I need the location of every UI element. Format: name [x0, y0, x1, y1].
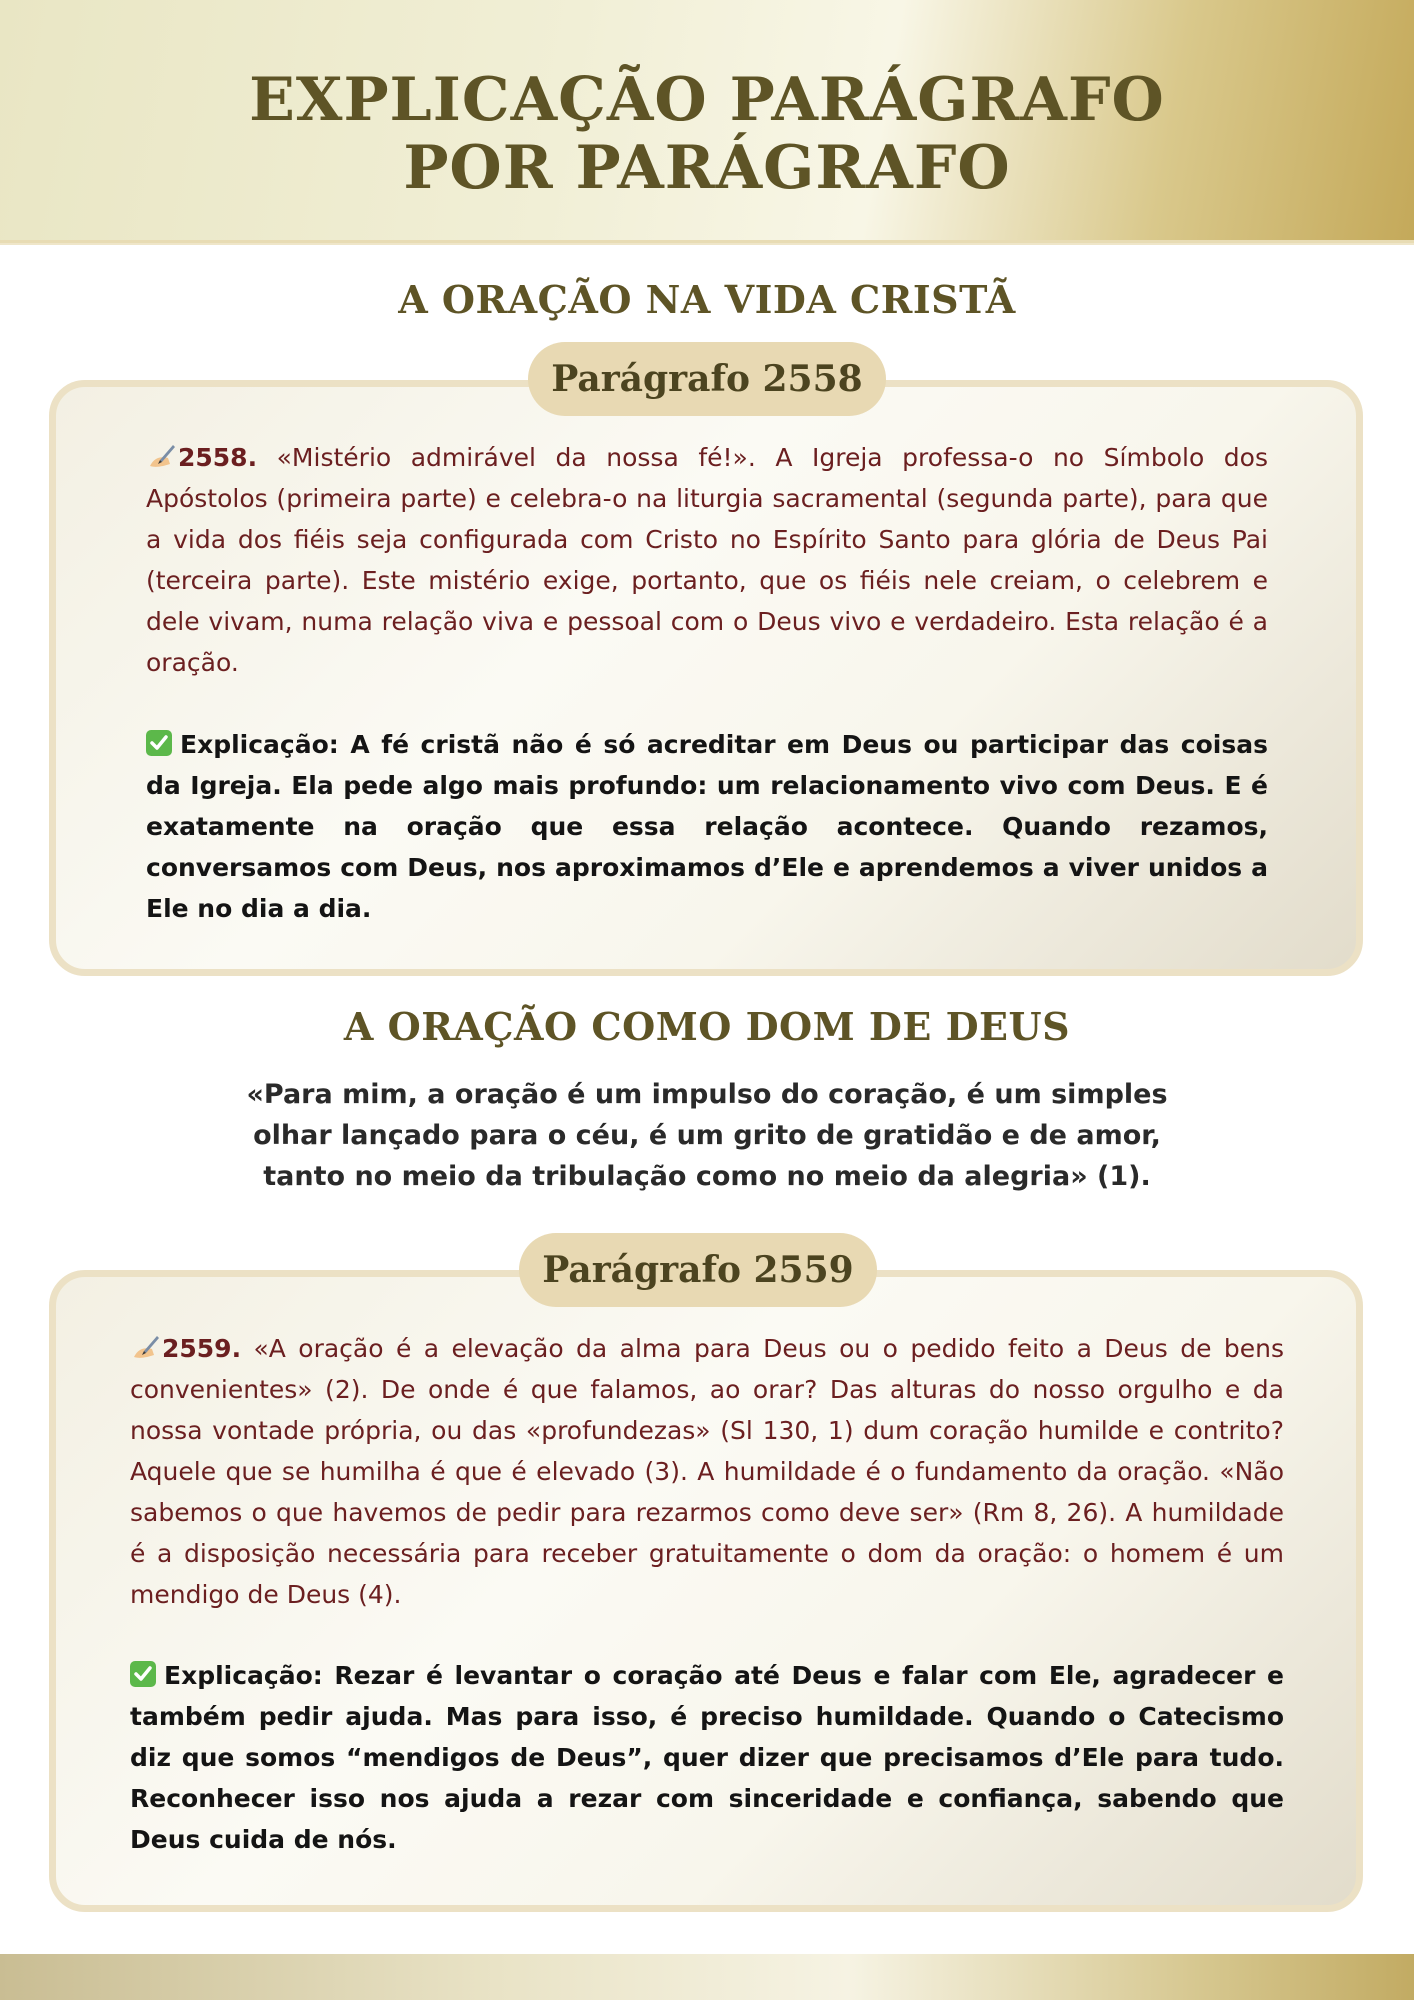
- paragraph-text-2558: [146, 437, 1268, 683]
- writing-hand-icon: [146, 442, 176, 470]
- check-mark-icon: [146, 730, 172, 756]
- paragraph-body-2559: «A oração é a elevação da alma para Deus ou o pedido feito a Deus de bens convenientes» (2). De onde é que falamos, ao orar? Das alturas do nosso orgulho e da nossa vontade própria, ou das «profundezas» (Sl 130, 1) dum coração humilde e contrito? Aquele que se humilha é que é elevado (3). A humildade é o fundamento da oração. «Não sabemos o que havemos de pedir para rezarmos como deve ser» (Rm 8, 26). A humildade é a disposição necessária para receber gratuitamente o dom da oração: o homem é um mendigo de Deus (4).: [130, 1334, 1284, 1609]
- paragraph-number-2559: 2559.: [162, 1334, 242, 1363]
- writing-hand-icon: [130, 1333, 160, 1361]
- page-title: [0, 66, 1414, 202]
- section-title-vida-crista: A ORAÇÃO NA VIDA CRISTÃ: [398, 277, 1016, 322]
- footer-band: [0, 1954, 1414, 2000]
- paragraph-text-2559: [130, 1328, 1284, 1615]
- section-title-dom-de-deus: A ORAÇÃO COMO DOM DE DEUS: [343, 1004, 1071, 1049]
- paragraph-label-2558: Parágrafo 2558: [528, 342, 886, 416]
- page-title-line2: POR PARÁGRAFO: [403, 133, 1011, 203]
- quote-line1: «Para mim, a oração é um impulso do coração, é um simples: [246, 1079, 1168, 1110]
- explanation-text-2559: Explicação: Rezar é levantar o coração até Deus e falar com Ele, agradecer e também pedir ajuda. Mas para isso, é preciso humildade. Quando o Catecismo diz que somos “mendigos de Deus”, quer dizer que precisamos d’Ele para tudo. Reconhecer isso nos ajuda a rezar com sinceridade e confiança, sabendo que Deus cuida de nós.: [130, 1661, 1284, 1854]
- quote-line3: tanto no meio da tribulação como no meio da alegria» (1).: [263, 1161, 1151, 1192]
- quote-line2: olhar lançado para o céu, é um grito de gratidão e de amor,: [253, 1120, 1161, 1151]
- check-mark-icon: [130, 1661, 156, 1687]
- paragraph-body-2558: «Mistério admirável da nossa fé!». A Igreja professa-o no Símbolo dos Apóstolos (primeira parte) e celebra-o na liturgia sacramental (segunda parte), para que a vida dos fiéis seja configurada com Cristo no Espírito Santo para glória de Deus Pai (terceira parte). Este mistério exige, portanto, que os fiéis nele creiam, o celebrem e dele vivam, numa relação viva e pessoal com o Deus vivo e verdadeiro. Esta relação é a oração.: [146, 443, 1268, 677]
- explanation-text-2558: Explicação: A fé cristã não é só acreditar em Deus ou participar das coisas da Igreja. Ela pede algo mais profundo: um relacionamento vivo com Deus. E é exatamente na oração que essa relação acontece. Quando rezamos, conversamos com Deus, nos aproximamos d’Ele e aprendemos a viver unidos a Ele no dia a dia.: [146, 730, 1268, 923]
- paragraph-label-2559: Parágrafo 2559: [519, 1233, 877, 1307]
- quote-block: [0, 1074, 1414, 1197]
- header-divider: [0, 243, 1414, 245]
- paragraph-number-2558: 2558.: [178, 443, 258, 472]
- explanation-2558: [146, 724, 1268, 929]
- explanation-2559: [130, 1655, 1284, 1860]
- page-title-line1: EXPLICAÇÃO PARÁGRAFO: [249, 65, 1165, 135]
